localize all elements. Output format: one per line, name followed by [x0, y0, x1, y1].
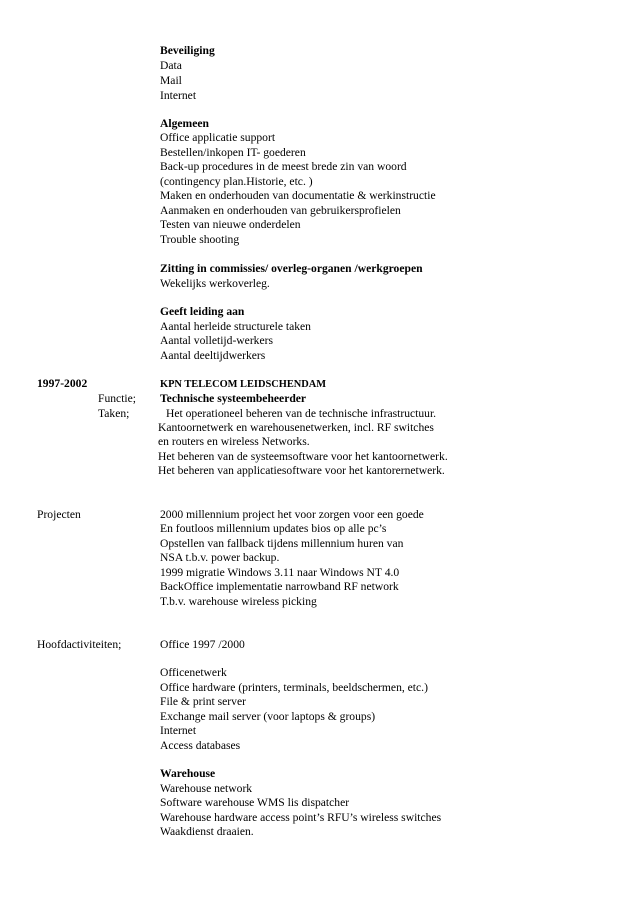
list-item: Aantal volletijd-werkers	[160, 334, 273, 347]
list-item: BackOffice implementatie narrowband RF network	[160, 580, 399, 593]
heading-beveiliging: Beveiliging	[160, 44, 215, 57]
list-item: Trouble shooting	[160, 233, 240, 246]
list-item: Wekelijks werkoverleg.	[160, 277, 270, 290]
list-item: Bestellen/inkopen IT- goederen	[160, 146, 306, 159]
list-item: Het operationeel beheren van de technische infrastructuur.	[166, 407, 437, 420]
heading-warehouse: Warehouse	[160, 767, 216, 780]
list-item: Internet	[160, 724, 197, 737]
list-item: En foutloos millennium updates bios op alle pc’s	[160, 522, 387, 535]
heading-zitting: Zitting in commissies/ overleg-organen /werkgroepen	[160, 262, 423, 275]
list-item: T.b.v. warehouse wireless picking	[160, 595, 317, 608]
list-item: Warehouse network	[160, 782, 253, 795]
list-item: Back-up procedures in de meest brede zin van woord	[160, 160, 407, 173]
list-item: Software warehouse WMS lis dispatcher	[160, 796, 350, 809]
list-item: Testen van nieuwe onderdelen	[160, 218, 301, 231]
list-item: Aantal herleide structurele taken	[160, 320, 311, 333]
list-item: Aantal deeltijdwerkers	[160, 349, 266, 362]
list-item: NSA t.b.v. power backup.	[160, 551, 280, 564]
list-item: Maken en onderhouden van documentatie & werkinstructie	[160, 189, 436, 202]
projecten-label: Projecten	[37, 508, 81, 521]
list-item: Waakdienst draaien.	[160, 825, 254, 838]
list-item: Internet	[160, 89, 197, 102]
list-item: (contingency plan.Historie, etc. )	[160, 175, 313, 188]
list-item: Het beheren van applicatiesoftware voor het kantorernetwerk.	[158, 464, 445, 477]
list-item: Mail	[160, 74, 182, 87]
taken-label: Taken;	[98, 407, 130, 420]
heading-leiding: Geeft leiding aan	[160, 305, 245, 318]
list-item: Exchange mail server (voor laptops & groups)	[160, 710, 376, 723]
list-item: Officenetwerk	[160, 666, 227, 679]
list-item: Het beheren van de systeemsoftware voor het kantoornetwerk.	[158, 450, 448, 463]
list-item: Aanmaken en onderhouden van gebruikersprofielen	[160, 204, 401, 217]
list-item: File & print server	[160, 695, 246, 708]
list-item: 2000 millennium project het voor zorgen voor een goede	[160, 508, 424, 521]
functie-label: Functie;	[98, 392, 136, 405]
job-period: 1997-2002	[37, 377, 88, 390]
list-item: Office hardware (printers, terminals, beeldschermen, etc.)	[160, 681, 428, 694]
list-item: Office applicatie support	[160, 131, 276, 144]
list-item: Access databases	[160, 739, 241, 752]
hoofdactiviteiten-label: Hoofdactiviteiten;	[37, 638, 122, 651]
list-item: Data	[160, 59, 182, 72]
heading-algemeen: Algemeen	[160, 117, 209, 130]
list-item: en routers en wireless Networks.	[158, 435, 310, 448]
list-item: Opstellen van fallback tijdens millennium huren van	[160, 537, 404, 550]
list-item: 1999 migratie Windows 3.11 naar Windows NT 4.0	[160, 566, 400, 579]
job-functie: Technische systeembeheerder	[160, 392, 307, 405]
office-title: Office 1997 /2000	[160, 638, 245, 651]
list-item: Kantoornetwerk en warehousenetwerken, incl. RF switches	[158, 421, 434, 434]
job-employer: KPN TELECOM LEIDSCHENDAM	[160, 379, 327, 390]
list-item: Warehouse hardware access point’s RFU’s wireless switches	[160, 811, 442, 824]
